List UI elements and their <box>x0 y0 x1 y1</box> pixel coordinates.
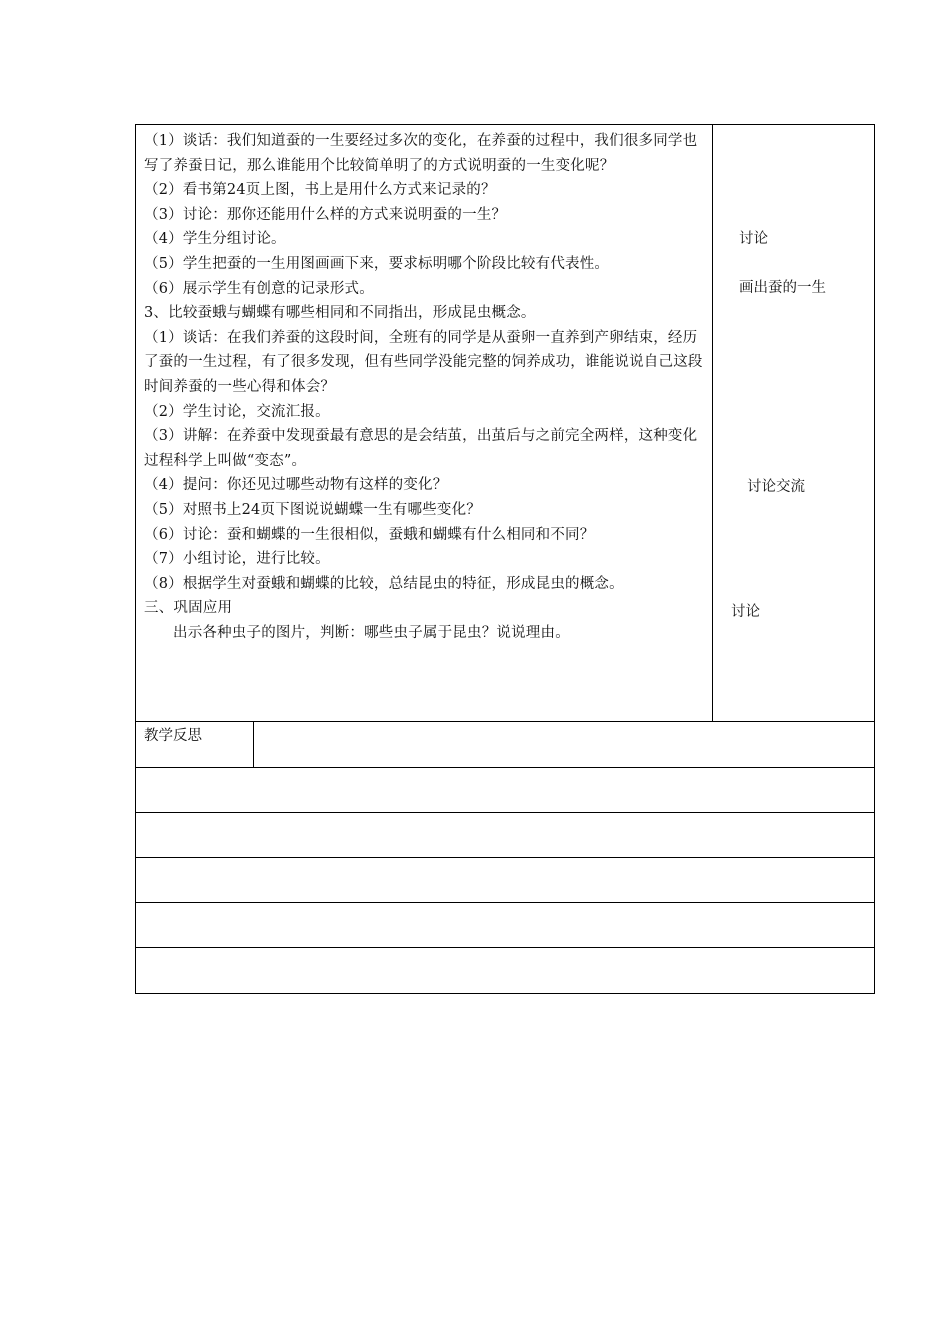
column-divider <box>712 125 713 721</box>
lesson-content <box>144 129 706 645</box>
activity-note: 画出蚕的一生 <box>739 280 826 296</box>
content-line: （8）根据学生对蚕蛾和蝴蝶的比较，总结昆虫的特征，形成昆虫的概念。 <box>144 575 624 592</box>
content-line: （6）展示学生有创意的记录形式。 <box>144 280 374 297</box>
activity-note: 讨论 <box>731 604 760 620</box>
section-heading: 3、比较蚕蛾与蝴蝶有哪些相同和不同指出，形成昆虫概念。 <box>144 305 536 322</box>
lesson-table <box>135 124 875 722</box>
content-line: （5）学生把蚕的一生用图画画下来，要求标明哪个阶段比较有代表性。 <box>144 255 610 272</box>
reflection-header-row <box>136 722 874 768</box>
content-line: （6）讨论：蚕和蝴蝶的一生很相似，蚕蛾和蝴蝶有什么相同和不同？ <box>144 526 595 543</box>
reflection-row <box>136 903 874 948</box>
reflection-table <box>135 722 875 994</box>
reflection-row <box>136 948 874 993</box>
activity-note: 讨论 <box>739 231 768 247</box>
section-heading: 三、巩固应用 <box>144 600 233 617</box>
content-line: （2）学生讨论，交流汇报。 <box>144 403 330 420</box>
reflection-row <box>136 813 874 858</box>
content-line: （3）讲解：在养蚕中发现蚕最有意思的是会结茧，出茧后与之前完全两样，这种变化过程科学上叫做“变态”。 <box>144 428 698 469</box>
reflection-row <box>136 858 874 903</box>
content-line: （4）学生分组讨论。 <box>144 231 286 248</box>
reflection-row <box>136 768 874 813</box>
content-line: （7）小组讨论，进行比较。 <box>144 551 330 568</box>
content-line: （4）提问：你还见过哪些动物有这样的变化？ <box>144 477 448 494</box>
reflection-label: 教学反思 <box>136 722 254 767</box>
content-line: （1）谈话：在我们养蚕的这段时间，全班有的同学是从蚕卵一直养到产卵结束，经历了蚕的一生过程，有了很多发现，但有些同学没能完整的饲养成功，谁能说说自己这段时间养蚕的一些心得和体会？ <box>144 329 703 395</box>
content-line: 出示各种虫子的图片，判断：哪些虫子属于昆虫？说说理由。 <box>173 624 570 641</box>
content-line: （5）对照书上24页下图说说蝴蝶一生有哪些变化？ <box>144 501 481 518</box>
content-line: （1）谈话：我们知道蚕的一生要经过多次的变化，在养蚕的过程中，我们很多同学也写了养蚕日记，那么谁能用个比较简单明了的方式说明蚕的一生变化呢？ <box>144 133 698 174</box>
content-line: （2）看书第24页上图，书上是用什么方式来记录的？ <box>144 182 496 199</box>
activity-note: 讨论交流 <box>747 479 805 495</box>
content-line: （3）讨论：那你还能用什么样的方式来说明蚕的一生？ <box>144 206 507 223</box>
